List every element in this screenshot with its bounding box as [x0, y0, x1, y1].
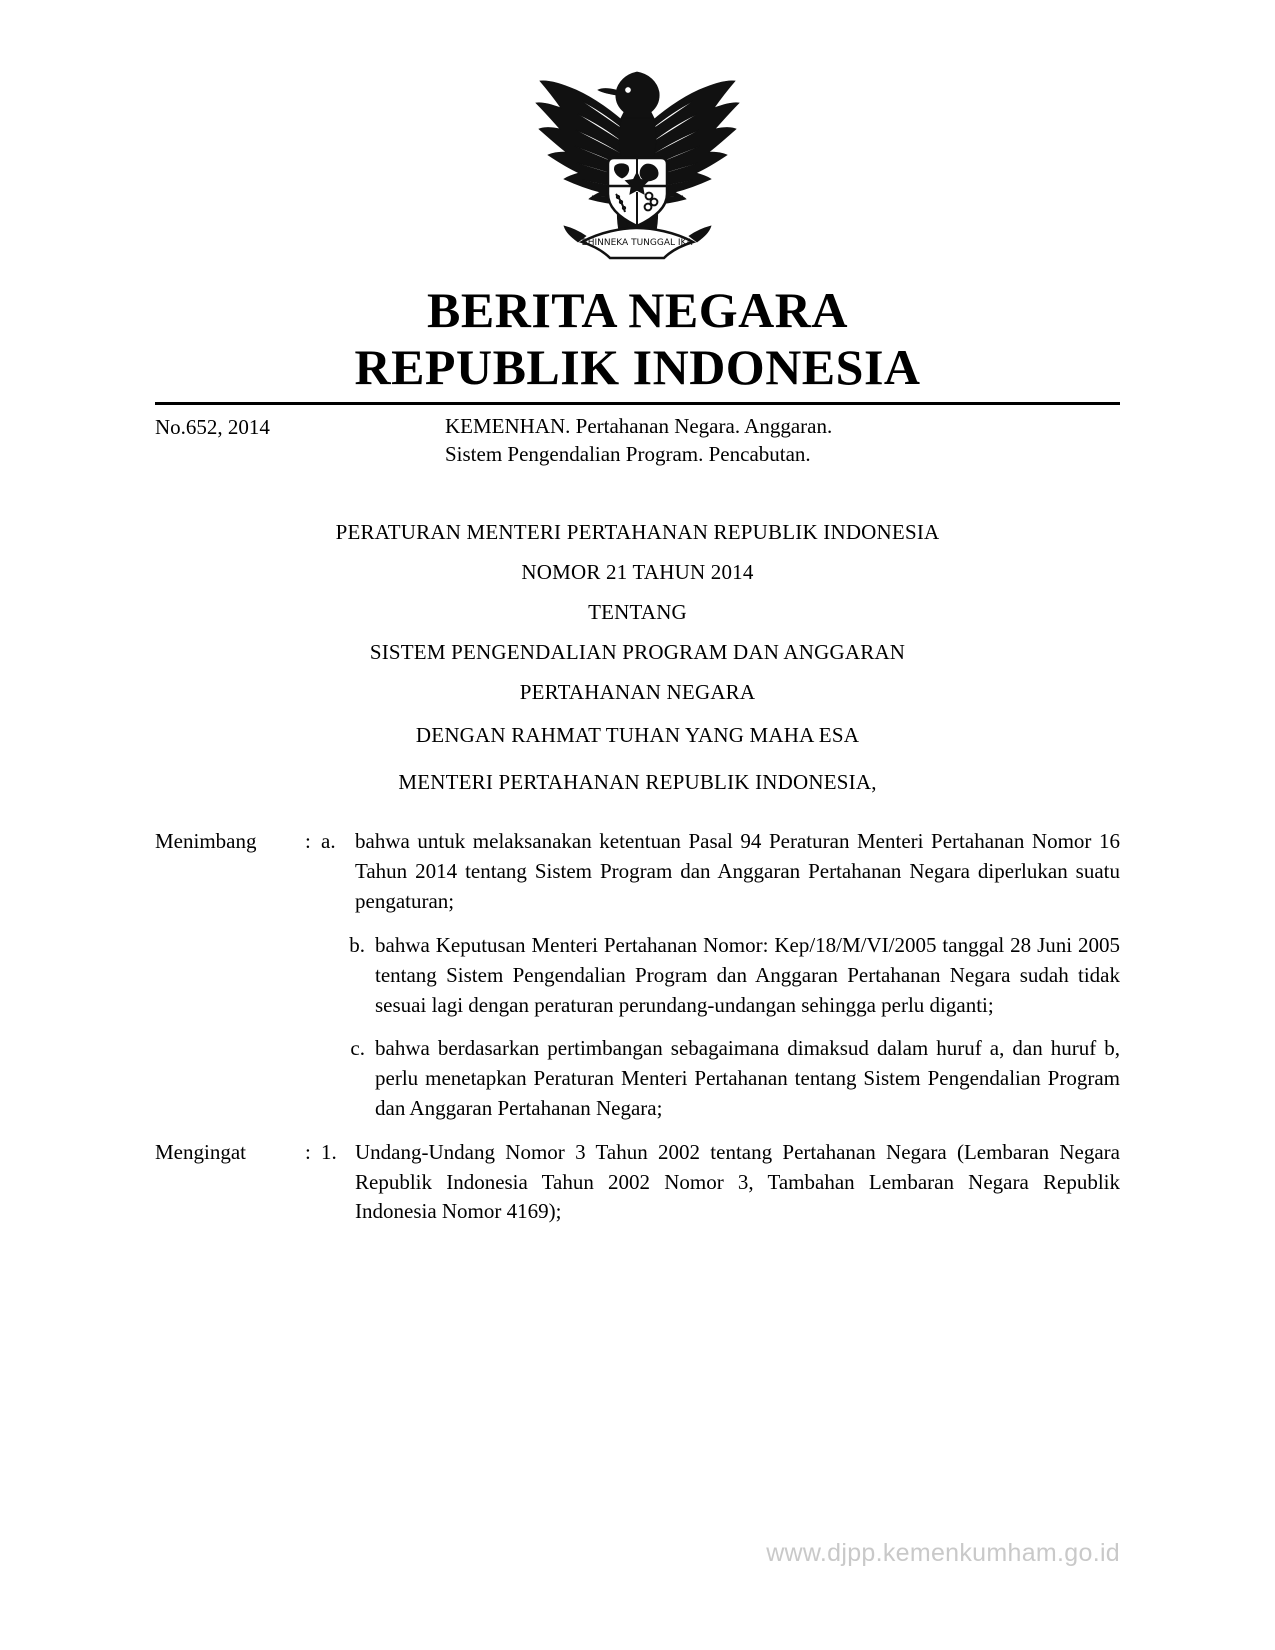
title-line-regulation: PERATURAN MENTERI PERTAHANAN REPUBLIK INDONESIA	[335, 520, 940, 545]
title-line-blessing: DENGAN RAHMAT TUHAN YANG MAHA ESA	[415, 723, 860, 748]
considering-label: Menimbang	[155, 829, 257, 854]
issue-subject-line-2: Sistem Pengendalian Program. Pencabutan.	[445, 441, 811, 466]
considering-enum-b: b.	[349, 932, 365, 957]
title-line-number: NOMOR 21 TAHUN 2014	[521, 560, 754, 585]
footer-watermark-url: www.djpp.kemenkumham.go.id	[766, 1539, 1120, 1567]
considering-enum-a: a.	[321, 829, 336, 854]
masthead-divider	[155, 402, 1120, 405]
recalling-enum-1: 1.	[321, 1139, 337, 1164]
issue-line	[155, 413, 1120, 468]
masthead	[155, 282, 1120, 396]
considering-item-c	[155, 1034, 1120, 1123]
recalling-label: Mengingat	[155, 1139, 246, 1164]
document-body	[155, 827, 1120, 1227]
svg-text:BHINNEKA TUNGGAL IKA: BHINNEKA TUNGGAL IKA	[581, 238, 693, 248]
considering-item-b	[155, 931, 1120, 1020]
considering-item-a	[155, 827, 1120, 916]
garuda-emblem-container	[155, 0, 1120, 270]
considering-colon: :	[305, 829, 311, 854]
title-line-subject-1: SISTEM PENGENDALIAN PROGRAM DAN ANGGARAN	[369, 640, 906, 665]
garuda-pancasila-emblem-icon	[530, 60, 745, 270]
regulation-title-block	[155, 522, 1120, 793]
considering-text-a: bahwa untuk melaksanakan ketentuan Pasal 94 Peraturan Menteri Pertahanan Nomor 16 Tahun 2014 tentang Sistem Program dan Anggaran Pertahanan Negara diperlukan suatu pengaturan;	[355, 829, 1120, 914]
recalling-colon: :	[305, 1139, 311, 1164]
issue-subject-line-1: KEMENHAN. Pertahanan Negara. Anggaran.	[445, 414, 833, 438]
recalling-text-1: Undang-Undang Nomor 3 Tahun 2002 tentang Pertahanan Negara (Lembaran Negara Republik Indonesia Tahun 2002 Nomor 3, Tambahan Lembaran Negara Republik Indonesia Nomor 4169);	[355, 1139, 1120, 1224]
considering-text-b: bahwa Keputusan Menteri Pertahanan Nomor: Kep/18/M/VI/2005 tanggal 28 Juni 2005 tentang Sistem Pengendalian Program dan Anggaran Pertahanan Negara sudah tidak sesuai lagi dengan peraturan perundang-undangan sehingga perlu diganti;	[375, 932, 1120, 1017]
title-line-tentang: TENTANG	[588, 600, 687, 625]
issue-number: No.652, 2014	[155, 415, 270, 439]
masthead-line-2: REPUBLIK INDONESIA	[354, 339, 921, 395]
title-line-minister: MENTERI PERTAHANAN REPUBLIK INDONESIA,	[398, 770, 877, 795]
recalling-item-1	[155, 1138, 1120, 1227]
issue-subject	[445, 413, 1120, 468]
title-line-subject-2: PERTAHANAN NEGARA	[519, 680, 756, 705]
considering-enum-c: c.	[350, 1036, 365, 1061]
masthead-line-1: BERITA NEGARA	[427, 282, 848, 338]
considering-text-c: bahwa berdasarkan pertimbangan sebagaimana dimaksud dalam huruf a, dan huruf b, perlu menetapkan Peraturan Menteri Pertahanan tentang Sistem Pengendalian Program dan Anggaran Pertahanan Negara;	[375, 1036, 1120, 1120]
